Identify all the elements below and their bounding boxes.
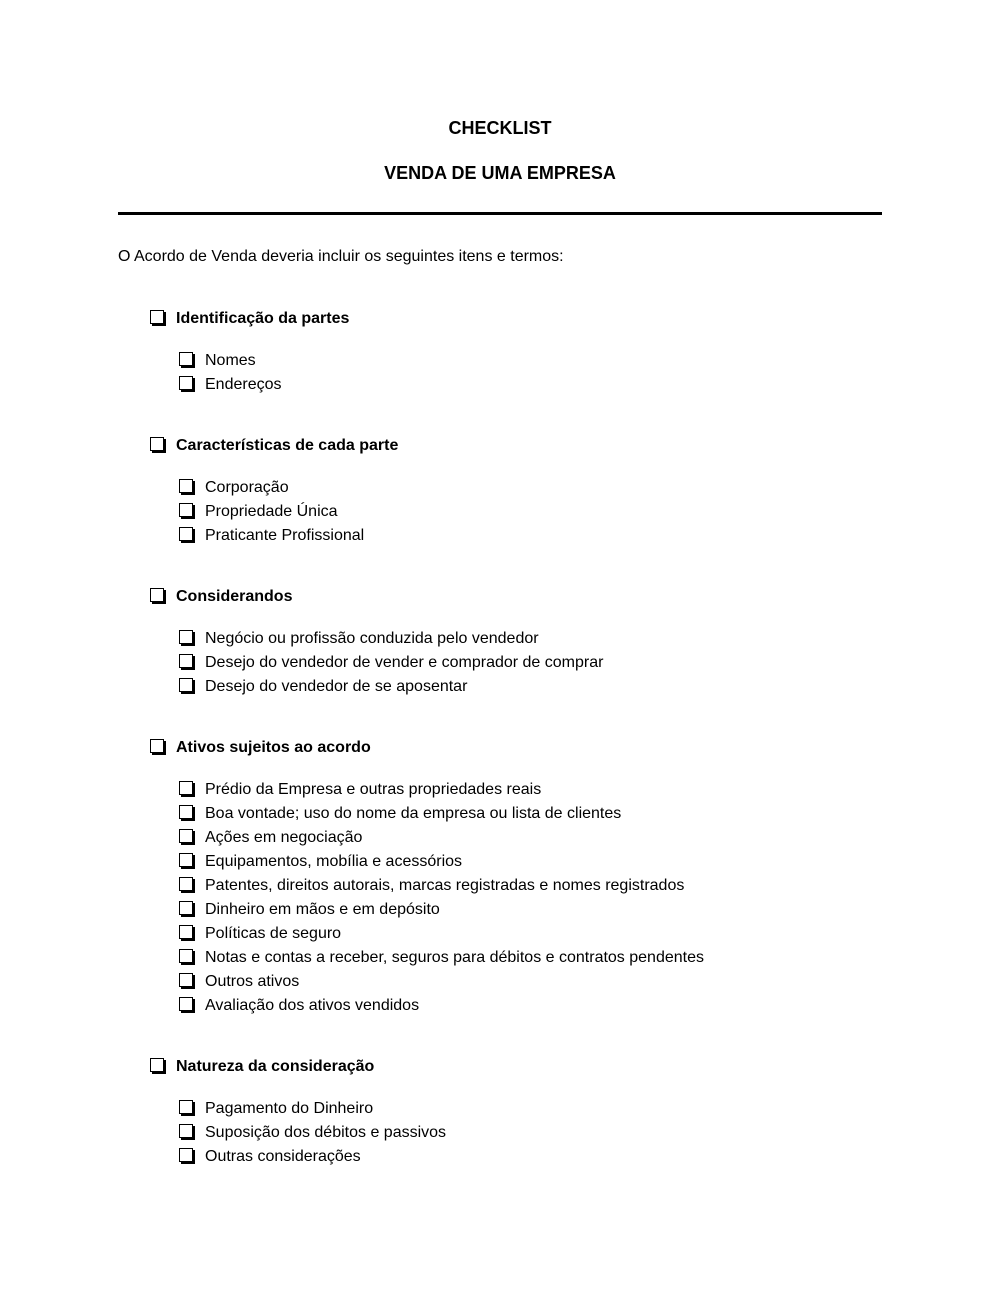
checklist-item-label: Desejo do vendedor de vender e comprador de comprar — [205, 654, 604, 671]
section-heading-label: Características de cada parte — [176, 437, 399, 454]
document-title: CHECKLIST — [448, 118, 552, 138]
checklist-item-label: Ações em negociação — [205, 829, 363, 846]
checkbox-icon[interactable] — [150, 310, 164, 324]
checklist-item-label: Outras considerações — [205, 1148, 361, 1165]
checklist-item[interactable] — [150, 1145, 704, 1169]
checklist-section — [150, 434, 704, 548]
checkbox-icon[interactable] — [150, 437, 164, 451]
divider — [118, 212, 882, 215]
section-heading-label: Natureza da consideração — [176, 1058, 375, 1075]
checkbox-icon[interactable] — [179, 479, 193, 493]
checklist-item[interactable] — [150, 922, 704, 946]
checklist-item-label: Políticas de seguro — [205, 925, 342, 942]
checklist-item[interactable] — [150, 826, 704, 850]
checklist-item-label: Equipamentos, mobília e acessórios — [205, 853, 463, 870]
checkbox-icon[interactable] — [150, 588, 164, 602]
section-heading-label: Ativos sujeitos ao acordo — [176, 739, 371, 756]
checklist-item[interactable] — [150, 778, 704, 802]
checkbox-icon[interactable] — [179, 1100, 193, 1114]
checklist-item-label: Negócio ou profissão conduzida pelo vendedor — [205, 630, 539, 647]
checkbox-icon[interactable] — [179, 925, 193, 939]
checklist-item[interactable] — [150, 970, 704, 994]
checklist-item[interactable] — [150, 675, 704, 699]
section-heading[interactable] — [150, 307, 704, 331]
document-subtitle: VENDA DE UMA EMPRESA — [384, 163, 616, 183]
checklist-item-label: Patentes, direitos autorais, marcas registradas e nomes registrados — [205, 877, 685, 894]
checklist-section — [150, 736, 704, 1018]
checkbox-icon[interactable] — [179, 829, 193, 843]
checklist-item[interactable] — [150, 627, 704, 651]
checkbox-icon[interactable] — [150, 739, 164, 753]
checklist-item[interactable] — [150, 373, 704, 397]
checkbox-icon[interactable] — [150, 1058, 164, 1072]
checklist-item[interactable] — [150, 651, 704, 675]
checklist-item[interactable] — [150, 476, 704, 500]
checklist-item[interactable] — [150, 994, 704, 1018]
section-heading[interactable] — [150, 434, 704, 458]
checkbox-icon[interactable] — [179, 997, 193, 1011]
checklist-item-label: Corporação — [205, 479, 289, 496]
checkbox-icon[interactable] — [179, 973, 193, 987]
checkbox-icon[interactable] — [179, 901, 193, 915]
checklist-item[interactable] — [150, 802, 704, 826]
checkbox-icon[interactable] — [179, 527, 193, 541]
checkbox-icon[interactable] — [179, 376, 193, 390]
checklist-section — [150, 1055, 704, 1169]
checklist-item-label: Notas e contas a receber, seguros para débitos e contratos pendentes — [205, 949, 704, 966]
checklist-item-label: Desejo do vendedor de se aposentar — [205, 678, 468, 695]
checklist-item[interactable] — [150, 349, 704, 373]
section-heading[interactable] — [150, 585, 704, 609]
section-heading-label: Identificação da partes — [176, 310, 350, 327]
checklist-item-label: Boa vontade; uso do nome da empresa ou lista de clientes — [205, 805, 622, 822]
checkbox-icon[interactable] — [179, 949, 193, 963]
checkbox-icon[interactable] — [179, 805, 193, 819]
checkbox-icon[interactable] — [179, 630, 193, 644]
checklist-item[interactable] — [150, 850, 704, 874]
checklist-item-label: Outros ativos — [205, 973, 300, 990]
checklist-item[interactable] — [150, 1097, 704, 1121]
checkbox-icon[interactable] — [179, 352, 193, 366]
checklist-item-label: Praticante Profissional — [205, 527, 365, 544]
section-heading[interactable] — [150, 736, 704, 760]
checkbox-icon[interactable] — [179, 503, 193, 517]
checklist-item[interactable] — [150, 1121, 704, 1145]
checklist — [150, 307, 704, 1206]
checklist-section — [150, 307, 704, 397]
checkbox-icon[interactable] — [179, 678, 193, 692]
checkbox-icon[interactable] — [179, 654, 193, 668]
checklist-item-label: Suposição dos débitos e passivos — [205, 1124, 447, 1141]
checklist-section — [150, 585, 704, 699]
checklist-item[interactable] — [150, 874, 704, 898]
checklist-item-label: Nomes — [205, 352, 256, 369]
checkbox-icon[interactable] — [179, 1124, 193, 1138]
checklist-item-label: Dinheiro em mãos e em depósito — [205, 901, 440, 918]
checklist-item-label: Avaliação dos ativos vendidos — [205, 997, 420, 1014]
checkbox-icon[interactable] — [179, 781, 193, 795]
checkbox-icon[interactable] — [179, 853, 193, 867]
checklist-item-label: Pagamento do Dinheiro — [205, 1100, 374, 1117]
checkbox-icon[interactable] — [179, 877, 193, 891]
checklist-item[interactable] — [150, 898, 704, 922]
checklist-item-label: Propriedade Única — [205, 503, 338, 520]
checklist-item[interactable] — [150, 524, 704, 548]
section-heading-label: Considerandos — [176, 588, 293, 605]
checkbox-icon[interactable] — [179, 1148, 193, 1162]
checklist-item[interactable] — [150, 500, 704, 524]
checklist-item-label: Prédio da Empresa e outras propriedades reais — [205, 781, 542, 798]
intro-text: O Acordo de Venda deveria incluir os seguintes itens e termos: — [118, 248, 564, 265]
checklist-item[interactable] — [150, 946, 704, 970]
section-heading[interactable] — [150, 1055, 704, 1079]
checklist-item-label: Endereços — [205, 376, 282, 393]
